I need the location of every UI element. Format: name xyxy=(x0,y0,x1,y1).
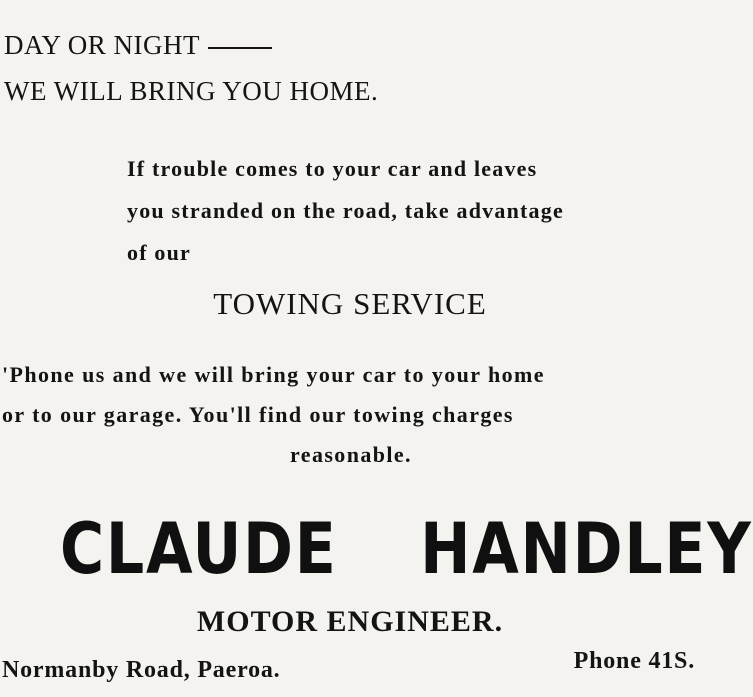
business-last-name: HANDLEY xyxy=(420,508,753,590)
business-first-name: CLAUDE xyxy=(60,508,338,590)
intro-line-1: If trouble comes to your car and leaves xyxy=(127,156,538,181)
body-line-1: 'Phone us and we will bring your car to your home xyxy=(2,362,545,387)
business-trade: MOTOR ENGINEER. xyxy=(196,605,504,638)
headline-line-2: WE WILL BRING YOU HOME. xyxy=(4,76,379,106)
intro-line-3: of our xyxy=(127,240,192,265)
headline-day-or-night: DAY OR NIGHT xyxy=(4,30,201,60)
footer-address: Normanby Road, Paeroa. xyxy=(2,657,281,683)
service-title: TOWING SERVICE xyxy=(213,286,487,321)
footer-phone: Phone 41S. xyxy=(573,648,695,674)
headline-dash xyxy=(208,47,272,49)
intro-line-2: you stranded on the road, take advantage xyxy=(127,198,564,223)
intro-paragraph xyxy=(127,148,697,274)
body-paragraph xyxy=(2,355,700,475)
body-line-2: or to our garage. You'll find our towing charges xyxy=(2,402,514,427)
headline-line-1 xyxy=(4,30,272,61)
body-line-3: reasonable. xyxy=(290,442,412,467)
business-name xyxy=(60,508,753,590)
